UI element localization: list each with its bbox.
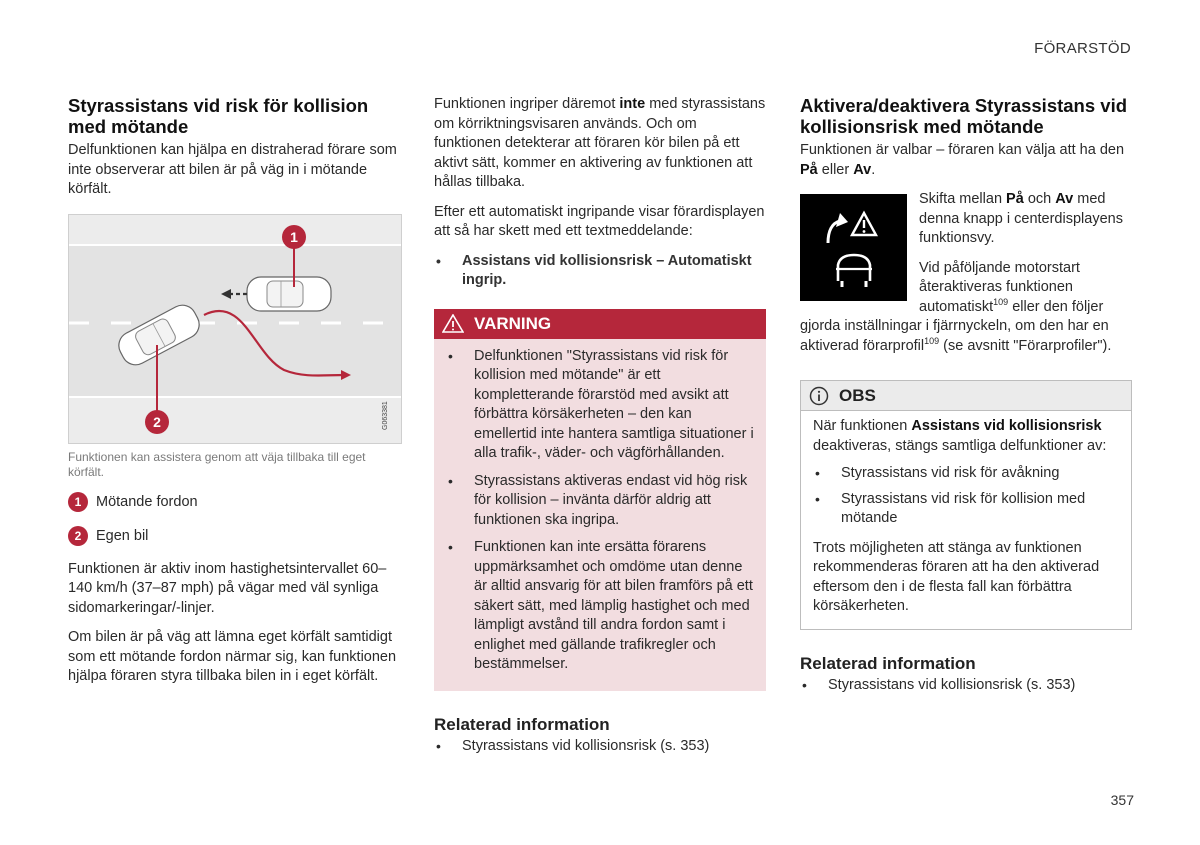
related-title: Relaterad information xyxy=(434,714,610,734)
note-header xyxy=(801,381,1131,411)
warning-item: • Delfunktionen "Styrassistans vid risk för kollision med mötande" är ett kompletterande förarstöd med avsikt att förbättra körsäkerheten – den kan emellertid inte hantera samtliga situationer i alla trafik-, väder- och vägförhållanden. xyxy=(446,347,756,464)
lane-return-text: Om bilen är på väg att lämna eget körfält samtidigt som ett mötande fordon närmar sig, kan funktionen hjälpa föraren styra tillbaka bilen in i eget körfält. xyxy=(68,629,397,684)
intervention-text: Funktionen ingriper däremot inte med styrassistans om körriktningsvisaren används. Och om funktionen detekterar att föraren kör bilen på ett aktivt sätt, kommer en aktivering av funktionen att hållas tillbaka. xyxy=(434,96,766,190)
note-title: OBS xyxy=(839,385,876,405)
column-left xyxy=(68,95,402,697)
legend-item xyxy=(68,526,402,546)
legend-item xyxy=(68,492,402,512)
function-button-icon xyxy=(800,194,907,301)
figure-code: G063381 xyxy=(382,400,389,430)
legend-label: Egen bil xyxy=(96,527,149,544)
reactivation-text: Vid påföljande motorstart återaktiveras funktionen automatiskt$^{109}$ eller den följer gjorda inställningar i fjärrnyckeln, om den har en aktiverad förarprofil$^{109}$ (se avsnitt "Förarprofiler"). xyxy=(800,259,1112,354)
legend-badge: 1 xyxy=(68,492,88,512)
warning-item: • Funktionen kan inte ersätta förarens uppmärksamhet och omdöme utan denne är alltid ansvarig för att bilen framförs på ett säkert sätt, med lämplig hastighet och med lämpligt avstånd till andra fordon samt i enlighet med gällande trafikregler och bestämmelser. xyxy=(446,538,756,675)
marker-2: 2 xyxy=(153,413,161,430)
page-number: 357 xyxy=(1110,792,1134,808)
note-item: • Styrassistans vid risk för kollision med mötande xyxy=(813,490,1119,529)
illustration-figure xyxy=(68,214,402,444)
note-recommendation: Trots möjligheten att stänga av funktionen rekommenderas föraren att ha den aktiverad eftersom den i de flesta fall kan förbättra körsäkerheten. xyxy=(813,539,1100,614)
column-right xyxy=(800,95,1132,705)
warning-box xyxy=(434,309,766,691)
warning-title: VARNING xyxy=(474,313,552,333)
section-title: Styrassistans vid risk för kollision med mötande xyxy=(68,95,369,137)
figure-caption: Funktionen kan assistera genom att väja tillbaka till eget körfält. xyxy=(68,449,366,479)
option-text: Funktionen är valbar – föraren kan välja att ha den På eller Av. xyxy=(800,142,1125,178)
intro-text: Delfunktionen kan hjälpa en distraherad förare som inte observerar att bilen är på väg in i mötande körfält. xyxy=(68,142,397,197)
marker-1: 1 xyxy=(290,228,298,245)
warning-item: • Styrassistans aktiveras endast vid hög risk för kollision – invänta därför aldrig att funktionen ska ingripa. xyxy=(446,472,756,531)
related-link[interactable]: • Styrassistans vid kollisionsrisk (s. 353) xyxy=(800,676,1132,696)
legend-label: Mötande fordon xyxy=(96,493,198,510)
oncoming-car xyxy=(247,277,331,311)
section-title: Aktivera/deaktivera Styrassistans vid kollisionsrisk med mötande xyxy=(800,95,1128,137)
section-header: FÖRARSTÖD xyxy=(1034,40,1131,57)
legend-badge: 2 xyxy=(68,526,88,546)
note-box xyxy=(800,380,1132,630)
toggle-text: Skifta mellan På och Av med denna knapp i centerdisplayens funktionsvy. xyxy=(919,191,1123,246)
list-item: • Assistans vid kollisionsrisk – Automatiskt ingrip. xyxy=(434,252,766,291)
warning-triangle-icon xyxy=(442,314,464,333)
road-scene-illustration xyxy=(69,215,401,443)
display-message-text: Efter ett automatiskt ingripande visar förardisplayen att så har skett med ett textmeddelande: xyxy=(434,203,765,239)
column-middle xyxy=(434,95,766,766)
speed-range-text: Funktionen är aktiv inom hastighetsintervallet 60–140 km/h (37–87 mph) på vägar med väl synliga sidomarkeringar/-linjer. xyxy=(68,560,387,616)
info-icon xyxy=(809,386,829,406)
warning-header xyxy=(434,309,766,339)
note-text: När funktionen Assistans vid kollisionsrisk deaktiveras, stängs samtliga delfunktioner av: xyxy=(813,418,1107,454)
related-link[interactable]: • Styrassistans vid kollisionsrisk (s. 353) xyxy=(434,737,766,757)
note-item: • Styrassistans vid risk för avåkning xyxy=(813,464,1119,484)
collision-steer-icon xyxy=(814,203,894,293)
related-title: Relaterad information xyxy=(800,653,976,673)
message-list xyxy=(434,252,766,291)
